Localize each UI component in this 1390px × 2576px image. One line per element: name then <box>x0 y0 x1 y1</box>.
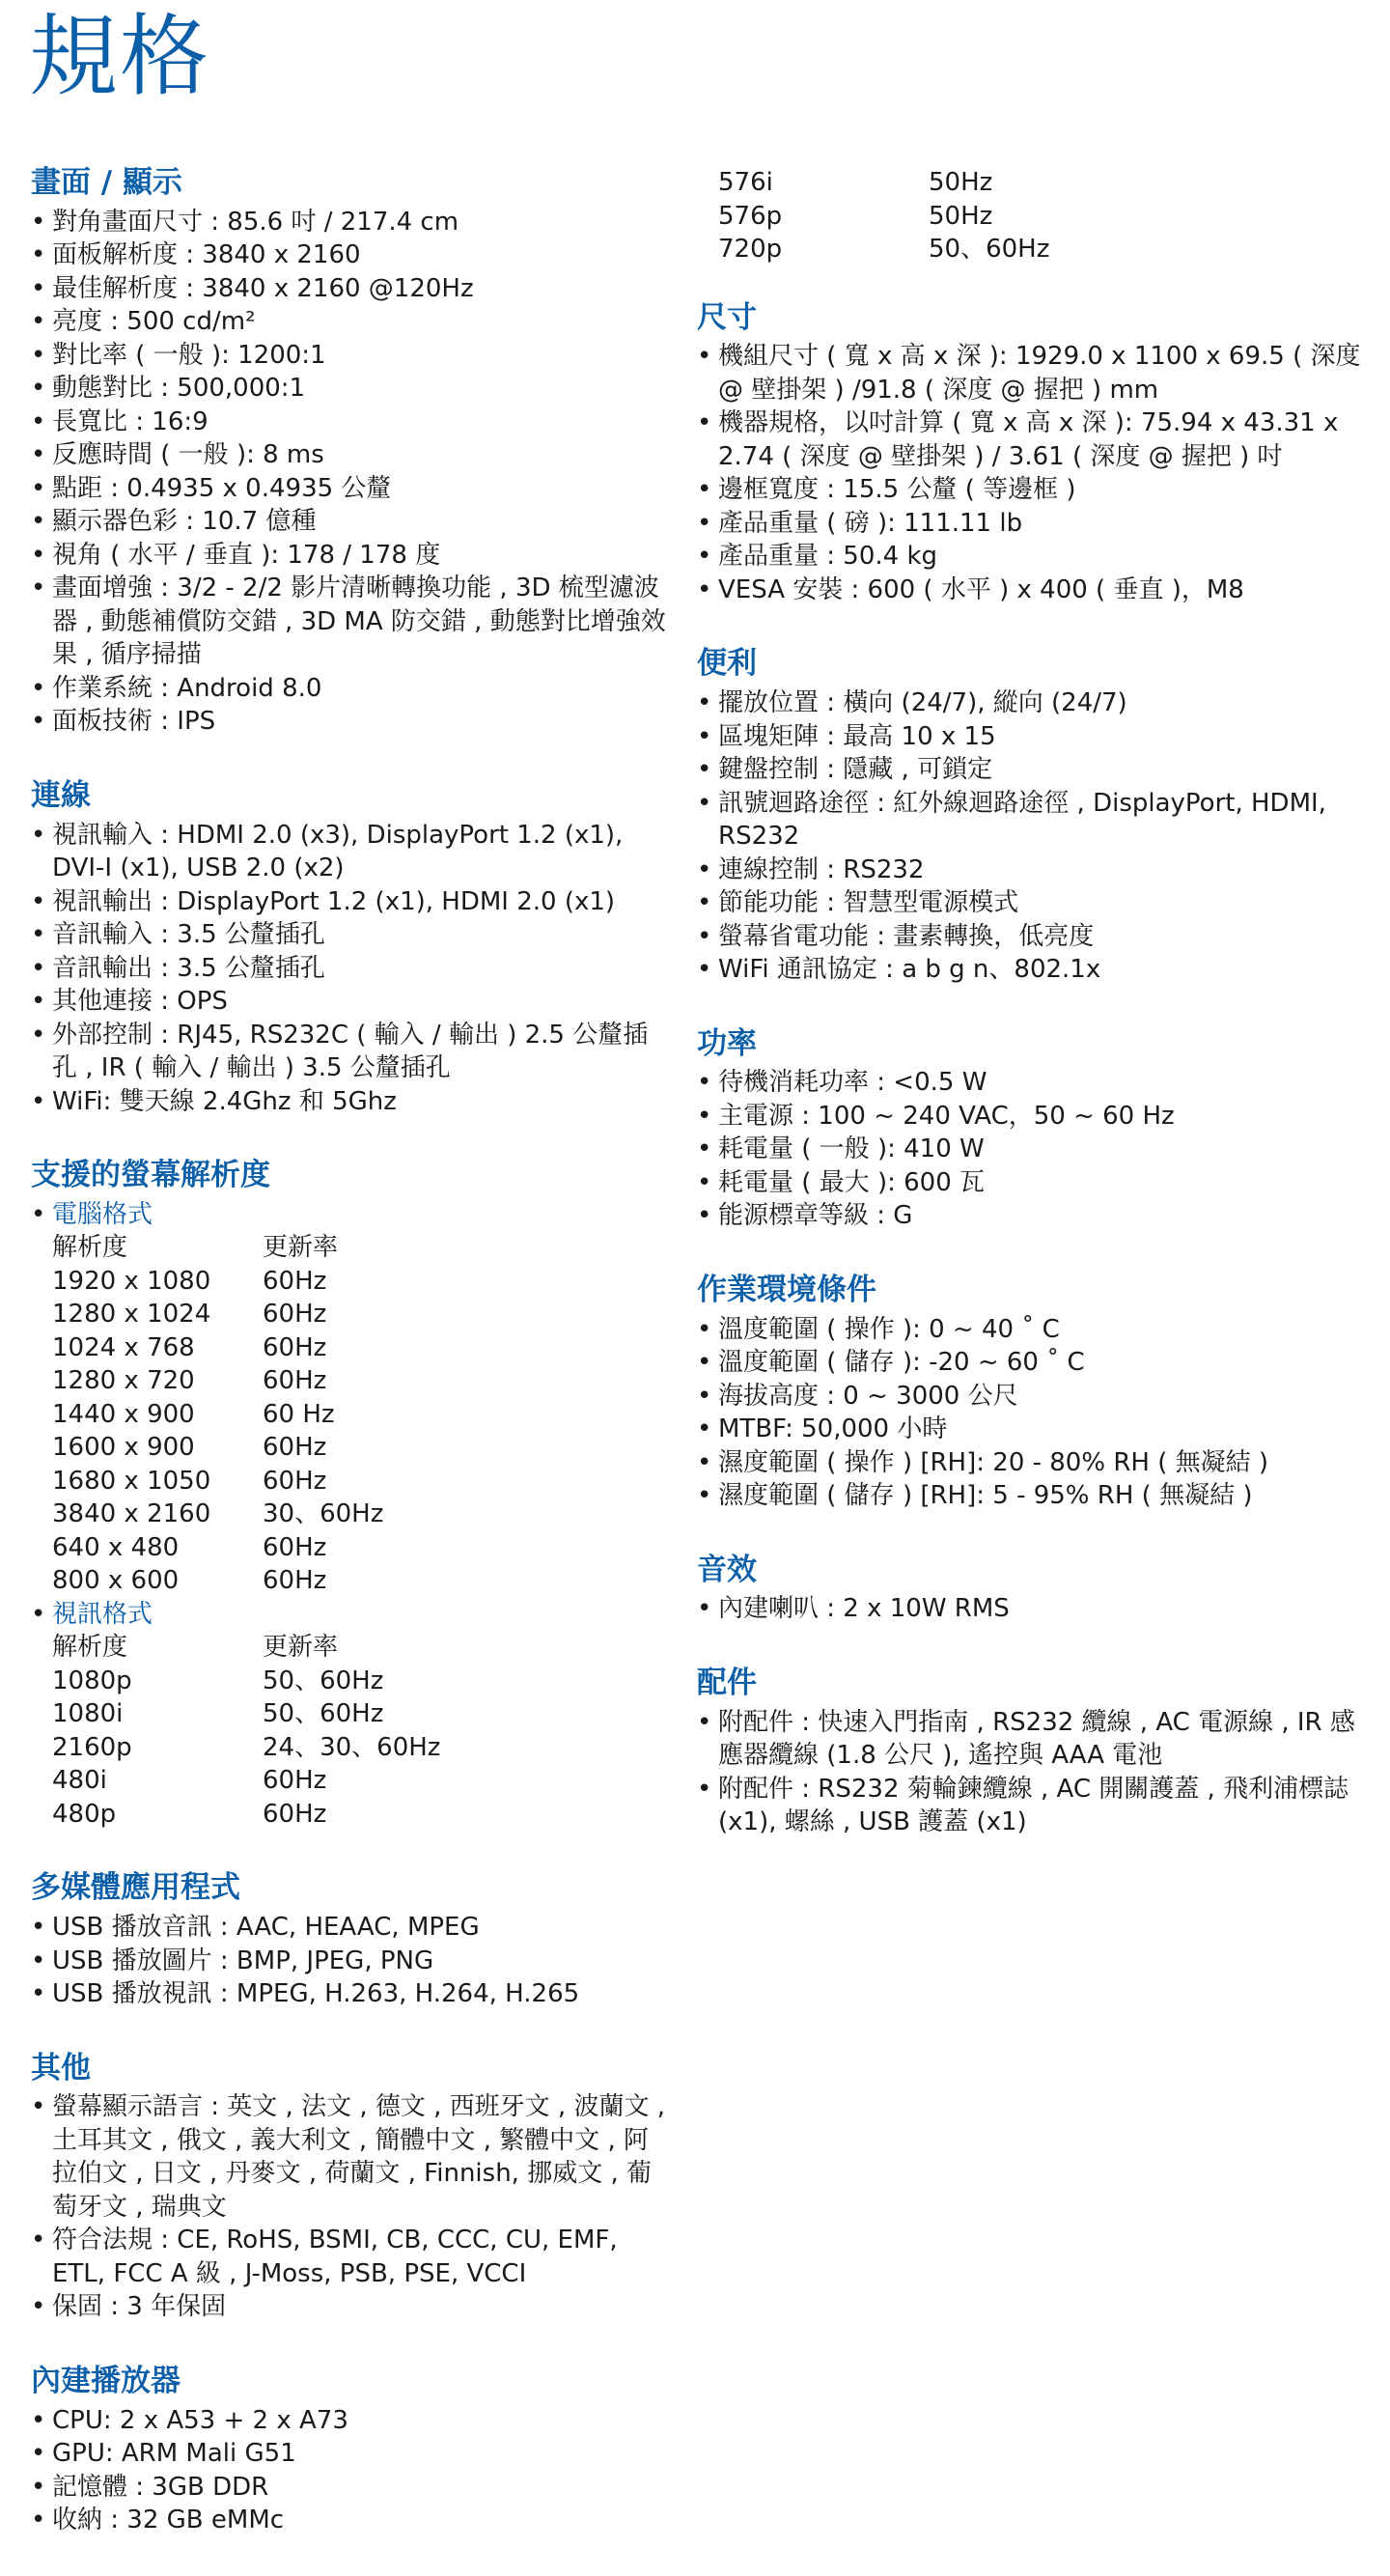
resolution-cell: 1440 x 900 <box>52 1399 195 1429</box>
spec-item: • 連線控制 : RS232 <box>697 854 1363 887</box>
spec-item: • 視角 ( 水平 / 垂直 ): 178 / 178 度 <box>31 539 668 573</box>
spec-item: • 點距 : 0.4935 x 0.4935 公釐 <box>31 472 668 506</box>
spec-item: • 訊號迴路途徑 : 紅外線迴路途徑 , DisplayPort, HDMI, RS232 <box>697 787 1363 854</box>
section-title: 便利 <box>697 646 757 682</box>
spec-section <box>697 1665 1363 1839</box>
spec-item: • 外部控制 : RJ45, RS232C ( 輸入 / 輸出 ) 2.5 公釐插孔 , IR ( 輸入 / 輸出 ) 3.5 公釐插孔 <box>31 1019 668 1085</box>
resolution-cell: 1080i <box>52 1699 124 1729</box>
spec-item: • USB 播放圖片 : BMP, JPEG, PNG <box>31 1945 668 1978</box>
spec-item: • 螢幕省電功能 : 畫素轉換，低亮度 <box>697 920 1363 954</box>
spec-section <box>31 2363 668 2537</box>
section-title: 配件 <box>697 1665 757 1700</box>
resolution-cell: 1080p <box>52 1666 132 1695</box>
refresh-rate-cell: 60Hz <box>263 1466 327 1496</box>
section-title: 其他 <box>31 2050 91 2086</box>
refresh-rate-cell: 24、30、60Hz <box>263 1732 441 1762</box>
spec-list <box>697 1066 1363 1233</box>
table-row <box>52 1531 383 1565</box>
resolution-cell: 1600 x 900 <box>52 1433 195 1463</box>
resolutions-section <box>31 1157 668 1831</box>
spec-item: • 顯示器色彩 : 10.7 億種 <box>31 505 668 539</box>
section-title: 畫面 / 顯示 <box>31 165 182 200</box>
table-header-row <box>52 1631 440 1665</box>
spec-item: • 記憶體 : 3GB DDR <box>31 2471 668 2505</box>
spec-list <box>697 1313 1363 1513</box>
resolution-cell: 3840 x 2160 <box>52 1499 211 1529</box>
table-row <box>718 200 1049 234</box>
spec-list <box>31 206 668 739</box>
spec-list <box>31 819 668 1119</box>
spec-item: • USB 播放視訊 : MPEG, H.263, H.264, H.265 <box>31 1977 668 2011</box>
spec-item: • 動態對比 : 500,000:1 <box>31 372 668 406</box>
col-header-resolution: 解析度 <box>52 1633 128 1663</box>
col-header-refresh: 更新率 <box>263 1233 339 1263</box>
spec-item: • 擺放位置 : 橫向 (24/7), 縱向 (24/7) <box>697 686 1363 720</box>
section-title: 功率 <box>697 1025 757 1061</box>
spec-item: • 能源標章等級 : G <box>697 1199 1363 1233</box>
refresh-rate-cell: 50、60Hz <box>263 1699 384 1729</box>
resolution-cell: 800 x 600 <box>52 1566 180 1596</box>
video-format-label: • 視訊格式 <box>31 1598 668 1632</box>
refresh-rate-cell: 60Hz <box>263 1766 327 1796</box>
spec-item: • 機器規格，以吋計算 ( 寬 x 高 x 深 ): 75.94 x 43.31 x 2.74 ( 深度 @ 壁掛架 ) / 3.61 ( 深度 @ 握把 ) 吋 <box>697 406 1363 473</box>
table-row <box>52 1265 383 1299</box>
video-resolution-table-continued <box>718 166 1049 266</box>
spec-item: • WiFi: 雙天線 2.4Ghz 和 5Ghz <box>31 1085 668 1119</box>
section-title: 支援的螢幕解析度 <box>31 1158 270 1192</box>
table-row <box>52 1731 440 1765</box>
spec-item: • 待機消耗功率 : <0.5 W <box>697 1066 1363 1100</box>
spec-list <box>697 1706 1363 1839</box>
spec-item: • 長寬比 : 16:9 <box>31 406 668 439</box>
spec-item: • 對角畫面尺寸 : 85.6 吋 / 217.4 cm <box>31 206 668 239</box>
spec-list <box>31 1911 668 2011</box>
spec-list <box>697 686 1363 987</box>
table-row <box>52 1465 383 1498</box>
spec-item: • WiFi 通訊協定 : a b g n、802.1x <box>697 953 1363 987</box>
spec-item: • 螢幕顯示語言 : 英文 , 法文 , 德文 , 西班牙文 , 波蘭文 , 土耳其文 , 俄文 , 義大利文 , 簡體中文 , 繁體中文 , 阿拉伯文 , 日文 , 丹麥文 , 荷蘭文 , Finnish, 挪威文 , 葡萄牙文 , 瑞典文 <box>31 2090 668 2224</box>
spec-item: • 耗電量 ( 最大 ): 600 瓦 <box>697 1166 1363 1200</box>
spec-item: • 內建喇叭 : 2 x 10W RMS <box>697 1592 1363 1626</box>
resolution-cell: 1280 x 1024 <box>52 1300 211 1330</box>
spec-item: • 溫度範圍 ( 儲存 ): -20 ~ 60 ˚ C <box>697 1346 1363 1380</box>
table-row <box>718 233 1049 266</box>
spec-section <box>31 164 668 739</box>
table-row <box>52 1398 383 1432</box>
refresh-rate-cell: 50Hz <box>929 201 993 231</box>
spec-item: • 附配件 : RS232 菊輪鍊纜線 , AC 開關護蓋 , 飛利浦標誌 (x1), 螺絲 , USB 護蓋 (x1) <box>697 1773 1363 1839</box>
resolution-cell: 640 x 480 <box>52 1532 180 1562</box>
spec-item: • 其他連接 : OPS <box>31 985 668 1019</box>
spec-item: • 濕度範圍 ( 操作 ) [RH]: 20 - 80% RH ( 無凝結 ) <box>697 1446 1363 1480</box>
spec-item: • 區塊矩陣 : 最高 10 x 15 <box>697 720 1363 754</box>
right-column <box>697 166 1363 1878</box>
spec-item: • 最佳解析度 : 3840 x 2160 @120Hz <box>31 272 668 306</box>
spec-section <box>697 645 1363 986</box>
spec-item: • 視訊輸出 : DisplayPort 1.2 (x1), HDMI 2.0 (x1) <box>31 885 668 919</box>
spec-item: • 視訊輸入 : HDMI 2.0 (x3), DisplayPort 1.2 (x1), DVI-I (x1), USB 2.0 (x2) <box>31 819 668 885</box>
col-header-refresh: 更新率 <box>263 1633 339 1663</box>
spec-item: • VESA 安裝 : 600 ( 水平 ) x 400 ( 垂直 )，M8 <box>697 574 1363 607</box>
spec-item: • 濕度範圍 ( 儲存 ) [RH]: 5 - 95% RH ( 無凝結 ) <box>697 1479 1363 1513</box>
spec-list <box>697 1592 1363 1626</box>
spec-item: • 畫面增強 : 3/2 - 2/2 影片清晰轉換功能 , 3D 梳型濾波器 , 動態補償防交錯 , 3D MA 防交錯 , 動態對比增強效果 , 循序掃描 <box>31 572 668 672</box>
col-header-resolution: 解析度 <box>52 1233 128 1263</box>
spec-item: • 反應時間 ( 一般 ): 8 ms <box>31 438 668 472</box>
spec-list <box>697 340 1363 606</box>
refresh-rate-cell: 30、60Hz <box>263 1499 384 1529</box>
spec-item: • 收納 : 32 GB eMMc <box>31 2504 668 2537</box>
table-row <box>718 166 1049 200</box>
page-title: 規格 <box>29 5 211 108</box>
table-row <box>52 1431 383 1465</box>
spec-item: • 產品重量 ( 磅 ): 111.11 lb <box>697 507 1363 541</box>
spec-item: • GPU: ARM Mali G51 <box>31 2437 668 2471</box>
resolution-cell: 720p <box>718 235 783 264</box>
resolution-cell: 480i <box>52 1766 107 1796</box>
refresh-rate-cell: 60Hz <box>263 1300 327 1330</box>
resolution-cell: 480p <box>52 1799 117 1829</box>
spec-item: • MTBF: 50,000 小時 <box>697 1413 1363 1446</box>
spec-item: • 亮度 : 500 cd/m² <box>31 305 668 339</box>
section-title: 尺寸 <box>697 299 757 335</box>
section-title: 連線 <box>31 777 91 813</box>
refresh-rate-cell: 60Hz <box>263 1332 327 1362</box>
table-row <box>52 1564 383 1598</box>
table-row <box>52 1798 440 1832</box>
resolution-cell: 2160p <box>52 1732 132 1762</box>
spec-section <box>697 1552 1363 1626</box>
resolution-cell: 1680 x 1050 <box>52 1466 211 1496</box>
spec-list <box>31 2090 668 2324</box>
table-row <box>52 1364 383 1398</box>
spec-item: • 溫度範圍 ( 操作 ): 0 ~ 40 ˚ C <box>697 1313 1363 1347</box>
spec-item: • 作業系統 : Android 8.0 <box>31 672 668 706</box>
table-row <box>52 1764 440 1798</box>
refresh-rate-cell: 60Hz <box>263 1266 327 1296</box>
left-column <box>31 164 668 2576</box>
spec-item: • 主電源 : 100 ~ 240 VAC，50 ~ 60 Hz <box>697 1100 1363 1134</box>
refresh-rate-cell: 50、60Hz <box>929 235 1050 264</box>
spec-section <box>697 299 1363 607</box>
spec-item: • 附配件 : 快速入門指南 , RS232 纜線 , AC 電源線 , IR 感應器纜線 (1.8 公尺 ), 遙控與 AAA 電池 <box>697 1706 1363 1773</box>
spec-item: • 產品重量 : 50.4 kg <box>697 540 1363 574</box>
spec-item: • 節能功能 : 智慧型電源模式 <box>697 886 1363 920</box>
spec-item: • 符合法規 : CE, RoHS, BSMI, CB, CCC, CU, EMF, ETL, FCC A 級 , J-Moss, PSB, PSE, VCCI <box>31 2224 668 2290</box>
resolution-cell: 1920 x 1080 <box>52 1266 211 1296</box>
table-row <box>52 1665 440 1698</box>
spec-item: • 對比率 ( 一般 ): 1200:1 <box>31 339 668 373</box>
refresh-rate-cell: 60Hz <box>263 1566 327 1596</box>
pc-resolution-table <box>52 1231 383 1598</box>
pc-format-label: • 電腦格式 <box>31 1198 668 1232</box>
section-title: 內建播放器 <box>31 2363 181 2398</box>
spec-item: • 邊框寬度 : 15.5 公釐 ( 等邊框 ) <box>697 473 1363 507</box>
table-row <box>52 1298 383 1331</box>
section-title: 音效 <box>697 1552 757 1587</box>
spec-item: • 保固 : 3 年保固 <box>31 2290 668 2324</box>
resolution-cell: 1280 x 720 <box>52 1366 195 1396</box>
spec-section <box>697 1272 1363 1513</box>
spec-section <box>31 1869 668 2010</box>
spec-item: • 鍵盤控制 : 隱藏 , 可鎖定 <box>697 753 1363 787</box>
refresh-rate-cell: 60Hz <box>263 1532 327 1562</box>
spec-section <box>31 777 668 1118</box>
spec-item: • 音訊輸出 : 3.5 公釐插孔 <box>31 952 668 986</box>
spec-list <box>31 2404 668 2537</box>
spec-section <box>31 2050 668 2324</box>
table-row <box>52 1697 440 1731</box>
spec-item: • 音訊輸入 : 3.5 公釐插孔 <box>31 918 668 952</box>
spec-item: • 海拔高度 : 0 ~ 3000 公尺 <box>697 1380 1363 1414</box>
section-title: 作業環境條件 <box>697 1272 876 1307</box>
table-row <box>52 1331 383 1365</box>
spec-item: • USB 播放音訊 : AAC, HEAAC, MPEG <box>31 1911 668 1945</box>
spec-item: • 耗電量 ( 一般 ): 410 W <box>697 1133 1363 1166</box>
refresh-rate-cell: 60 Hz <box>263 1399 335 1429</box>
refresh-rate-cell: 60Hz <box>263 1433 327 1463</box>
refresh-rate-cell: 50Hz <box>929 168 993 197</box>
spec-item: • 面板技術 : IPS <box>31 705 668 739</box>
spec-item: • 機組尺寸 ( 寬 x 高 x 深 ): 1929.0 x 1100 x 69.5 ( 深度 @ 壁掛架 ) /91.8 ( 深度 @ 握把 ) mm <box>697 340 1363 406</box>
spec-item: • CPU: 2 x A53 + 2 x A73 <box>31 2404 668 2438</box>
table-header-row <box>52 1231 383 1265</box>
video-resolution-table <box>52 1631 440 1831</box>
section-title: 多媒體應用程式 <box>31 1870 240 1906</box>
spec-section <box>697 1025 1363 1233</box>
refresh-rate-cell: 50、60Hz <box>263 1666 384 1695</box>
refresh-rate-cell: 60Hz <box>263 1366 327 1396</box>
resolution-cell: 576i <box>718 168 773 197</box>
resolution-cell: 576p <box>718 201 783 231</box>
resolution-cell: 1024 x 768 <box>52 1332 195 1362</box>
table-row <box>52 1498 383 1531</box>
refresh-rate-cell: 60Hz <box>263 1799 327 1829</box>
spec-item: • 面板解析度 : 3840 x 2160 <box>31 238 668 272</box>
